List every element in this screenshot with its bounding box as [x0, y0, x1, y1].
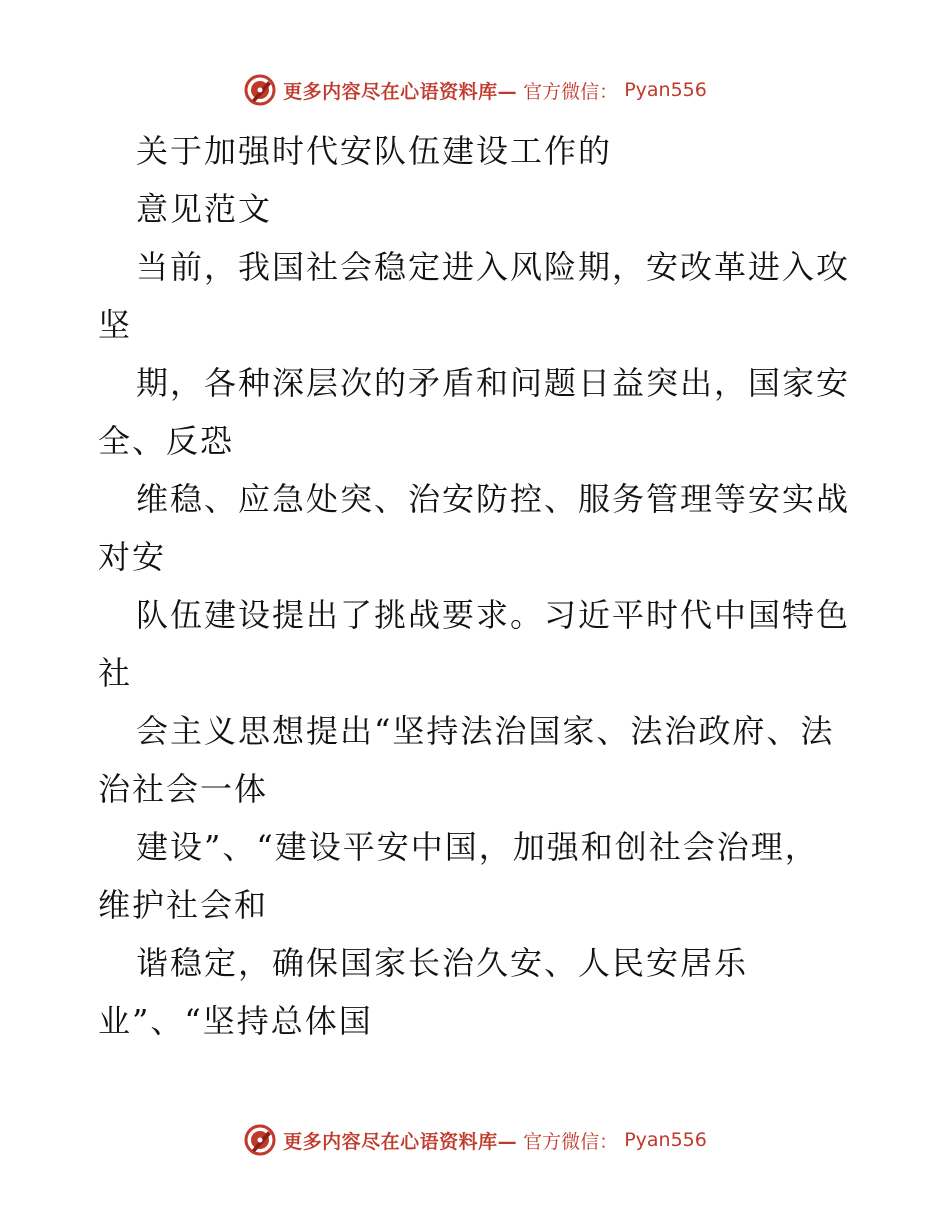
banner-brand-text: 更多内容尽在心语资料库— [283, 1130, 518, 1153]
document-line: 维护社会和 [98, 886, 269, 924]
pen-logo-icon [243, 1123, 277, 1157]
document-line: 会主义思想提出“坚持法治国家、法治政府、法 [136, 712, 835, 750]
banner-wechat-label: 官方微信： [523, 80, 619, 103]
document-line: 队伍建设提出了挑战要求。习近平时代中国特色 [136, 596, 851, 634]
document-line: 维稳、应急处突、治安防控、服务管理等安实战 [136, 480, 851, 518]
banner-brand-text: 更多内容尽在心语资料库— [283, 80, 518, 103]
document-line: 建设”、“建设平安中国，加强和创社会治理， [136, 828, 819, 866]
document-body [98, 122, 858, 1050]
pen-logo-icon [243, 73, 277, 107]
document-line: 期，各种深层次的矛盾和问题日益突出，国家安 [136, 364, 851, 402]
document-line: 治社会一体 [98, 770, 269, 808]
document-line: 谐稳定，确保国家长治久安、人民安居乐 [136, 944, 749, 982]
document-line: 关于加强时代安队伍建设工作的 [136, 132, 613, 170]
footer-banner [0, 1120, 950, 1160]
document-line: 对安 [98, 538, 167, 576]
banner-wechat-id: Pyan556 [624, 79, 707, 101]
document-line: 坚 [98, 306, 133, 344]
header-banner [0, 70, 950, 110]
document-line: 业”、“坚持总体国 [98, 1002, 373, 1040]
document-line: 社 [98, 654, 133, 692]
document-line: 意见范文 [136, 190, 273, 228]
document-line: 全、反恐 [98, 422, 235, 460]
banner-wechat-label: 官方微信： [523, 1130, 619, 1153]
document-line: 当前，我国社会稳定进入风险期，安改革进入攻 [136, 248, 851, 286]
banner-wechat-id: Pyan556 [624, 1129, 707, 1151]
